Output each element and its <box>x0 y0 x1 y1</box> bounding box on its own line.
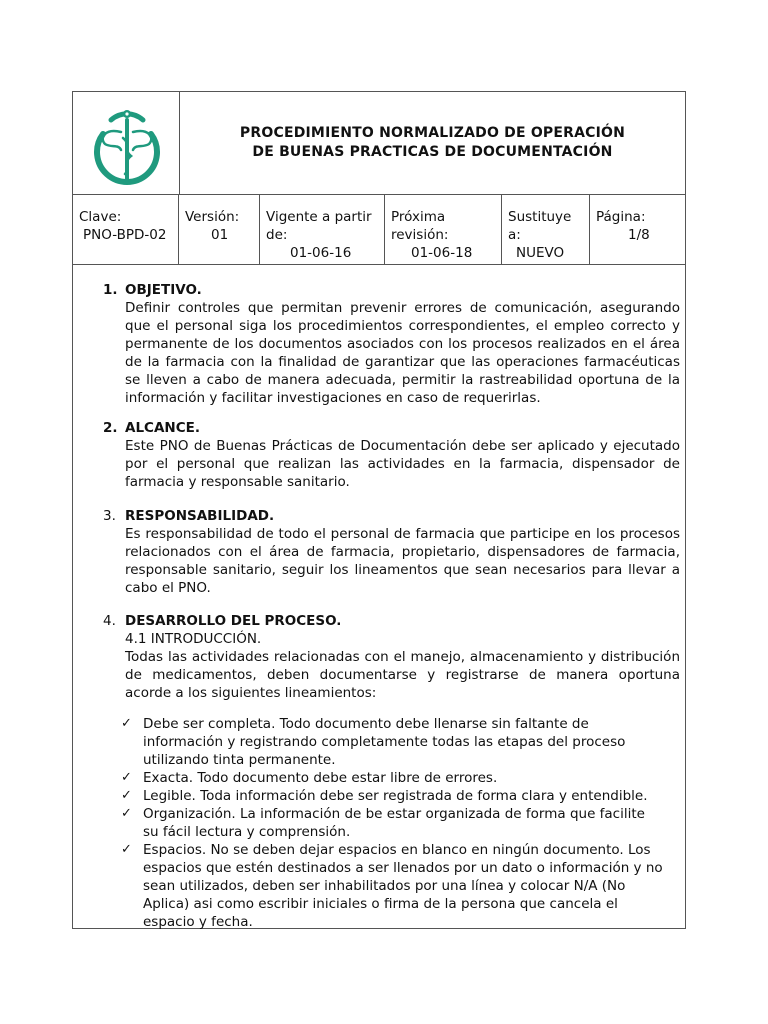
sustituye-cell <box>502 195 590 264</box>
checklist-text: Debe ser completa. Todo documento debe llenarse sin faltante de información y registrando completamente todas las etapas del proceso utilizando tinta permanente. <box>143 716 626 768</box>
vigente-cell <box>260 195 385 264</box>
version-cell <box>179 195 260 264</box>
section-text: Definir controles que permitan prevenir errores de comunicación, asegurando que el personal siga los procedimientos correspondientes, el empleo correcto y permanente de los documentos asociados con los procesos realizados en el área de la farmacia con la finalidad de garantizar que las operaciones farmacéuticas se lleven a cabo de manera adecuada, permitir la rastreabilidad oportuna de la información y facilitar investigaciones en caso de requerirlas. <box>125 300 680 406</box>
checkmark-icon: ✓ <box>121 788 132 803</box>
clave-cell <box>73 195 179 264</box>
section-title: ALCANCE. <box>125 420 200 436</box>
section-number: 3. <box>103 508 116 524</box>
document-header <box>73 92 685 195</box>
section-title: DESARROLLO DEL PROCESO. <box>125 613 342 629</box>
version-label: Versión: <box>185 209 240 225</box>
proxima-label-1: Próxima <box>391 209 446 225</box>
checkmark-icon: ✓ <box>121 716 132 731</box>
checklist-text: Espacios. No se deben dejar espacios en blanco en ningún documento. Los espacios que estén destinados a ser llenados por un dato o información y no sean utilizados, deben ser inhabilitados por una línea y colocar N/A (No Aplica) asi como escribir iniciales o firma de la persona que cancela el espacio y fecha. <box>143 842 663 930</box>
vigente-value: 01-06-16 <box>290 245 352 261</box>
checkmark-icon: ✓ <box>121 806 132 821</box>
logo-cell <box>73 92 180 194</box>
checkmark-icon: ✓ <box>121 770 132 785</box>
proxima-value: 01-06-18 <box>411 245 473 261</box>
checkmark-icon: ✓ <box>121 842 132 857</box>
pagina-cell <box>590 195 685 264</box>
sustituye-value: NUEVO <box>516 245 565 261</box>
sustituye-label-2: a: <box>508 227 521 243</box>
title-line-2: DE BUENAS PRACTICAS DE DOCUMENTACIÓN <box>252 144 613 160</box>
vigente-label-1: Vigente a partir <box>266 209 372 225</box>
vigente-label-2: de: <box>266 227 288 243</box>
clave-value: PNO-BPD-02 <box>83 227 167 243</box>
pagina-label: Página: <box>596 209 646 225</box>
version-value: 01 <box>211 227 229 243</box>
checklist-text: Organización. La información de be estar organizada de forma que facilite su fácil lectura y comprensión. <box>143 806 645 840</box>
section-number: 4. <box>103 613 116 629</box>
section-title: OBJETIVO. <box>125 282 202 298</box>
section-number: 1. <box>103 282 118 298</box>
section-number: 2. <box>103 420 118 436</box>
document-frame <box>72 91 686 929</box>
section-text: Es responsabilidad de todo el personal de farmacia que participe en los procesos relacionados con el área de farmacia, propietario, dispensadores de farmacia, responsable sanitario, seguir los lineamentos que sean necesarios para llevar a cabo el PNO. <box>125 526 680 596</box>
clave-label: Clave: <box>79 209 122 225</box>
title-line-1: PROCEDIMIENTO NORMALIZADO DE OPERACIÓN <box>239 125 626 141</box>
checklist-text: Legible. Toda información debe ser registrada de forma clara y entendible. <box>143 788 648 804</box>
sustituye-label-1: Sustituye <box>508 209 572 225</box>
proxima-cell <box>385 195 502 264</box>
proxima-label-2: revisión: <box>391 227 449 243</box>
document-title <box>180 92 685 194</box>
section-title: RESPONSABILIDAD. <box>125 508 275 524</box>
document-meta-row <box>73 195 685 265</box>
section-text: Este PNO de Buenas Prácticas de Documentación debe ser aplicado y ejecutado por el personal que realizan las actividades en la farmacia, dispensador de farmacia y responsable sanitario. <box>125 438 680 490</box>
section-subtitle: 4.1 INTRODUCCIÓN. <box>125 631 262 647</box>
checklist-text: Exacta. Todo documento debe estar libre de errores. <box>143 770 498 786</box>
pharmacy-caduceus-logo <box>85 98 169 188</box>
section-text: Todas las actividades relacionadas con el manejo, almacenamiento y distribución de medicamentos, deben documentarse y registrarse de manera oportuna acorde a los siguientes lineamientos: <box>125 649 680 701</box>
pagina-value: 1/8 <box>628 227 650 243</box>
